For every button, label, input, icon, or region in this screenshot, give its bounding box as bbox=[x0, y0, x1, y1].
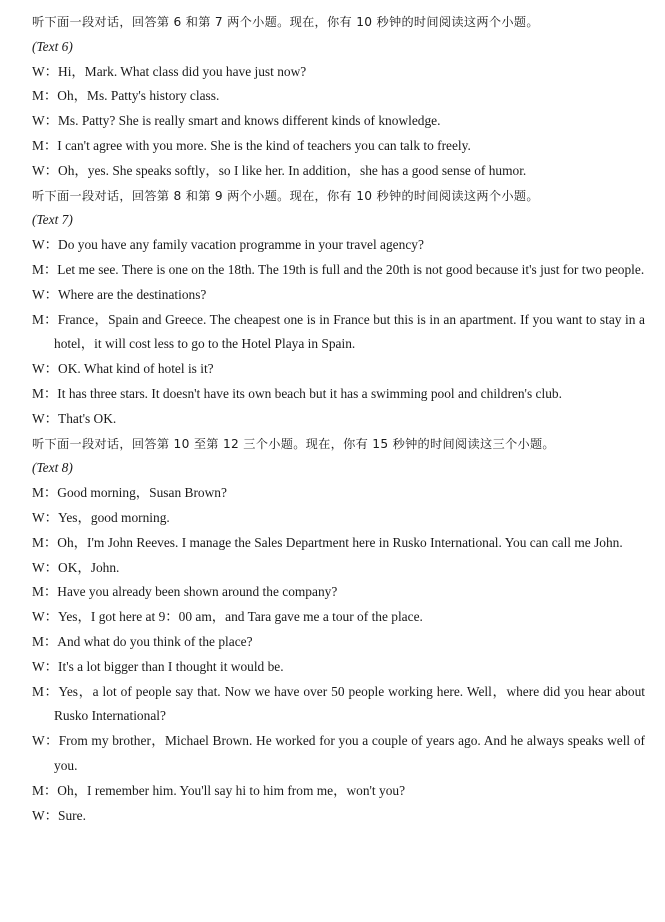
dialogue-line: W：Yes，good morning. bbox=[32, 509, 170, 525]
dialogue-line: W：Hi，Mark. What class did you have just now? bbox=[32, 63, 307, 79]
dialogue-line: M：Oh，Ms. Patty's history class. bbox=[32, 88, 220, 104]
instruction-text-8: 听下面一段对话，回答第 10 至第 12 三个小题。现在，你有 15 秒钟的时间阅读这三个小题。 bbox=[32, 436, 555, 451]
dialogue-line: M：Oh，I remember him. You'll say hi to him from me，won't you? bbox=[32, 782, 406, 798]
dialogue-line: W：Where are the destinations? bbox=[32, 286, 207, 302]
dialogue-line: M：Yes，a lot of people say that. Now we have over 50 people working here. Well，where did you hear about Rusko International? bbox=[32, 683, 645, 724]
instruction-text-7: 听下面一段对话，回答第 8 和第 9 两个小题。现在，你有 10 秒钟的时间阅读这两个小题。 bbox=[32, 188, 539, 203]
dialogue-line: M：France，Spain and Greece. The cheapest one is in France but this is in an apartment. If you want to stay in a hotel，it will cost less to go to the Hotel Playa in Spain. bbox=[32, 311, 645, 352]
dialogue-line: W：OK，John. bbox=[32, 559, 120, 575]
dialogue-line: W：From my brother，Michael Brown. He worked for you a couple of years ago. And he always speaks well of you. bbox=[32, 733, 645, 773]
dialogue-line: W：That's OK. bbox=[32, 410, 117, 426]
dialogue-line: M：Oh，I'm John Reeves. I manage the Sales Department here in Rusko International. You can call me John. bbox=[32, 534, 623, 550]
dialogue-line: M：Let me see. There is one on the 18th. The 19th is full and the 20th is not good because it's just for two people. bbox=[32, 261, 645, 277]
dialogue-line: W：Oh，yes. She speaks softly，so I like her. In addition，she has a good sense of humor. bbox=[32, 162, 527, 178]
text-label-8: (Text 8) bbox=[32, 460, 73, 476]
dialogue-line: M：And what do you think of the place? bbox=[32, 633, 253, 649]
dialogue-line: W：It's a lot bigger than I thought it would be. bbox=[32, 658, 284, 674]
dialogue-line: W：Sure. bbox=[32, 807, 86, 823]
dialogue-line: M：I can't agree with you more. She is the kind of teachers you can talk to freely. bbox=[32, 137, 471, 153]
dialogue-line: W：OK. What kind of hotel is it? bbox=[32, 361, 214, 377]
dialogue-line: M：It has three stars. It doesn't have its own beach but it has a swimming pool and children's club. bbox=[32, 385, 562, 401]
dialogue-line: W：Yes，I got here at 9：00 am，and Tara gave me a tour of the place. bbox=[32, 609, 423, 625]
dialogue-line: W：Ms. Patty? She is really smart and knows different kinds of knowledge. bbox=[32, 113, 441, 129]
dialogue-line: M：Have you already been shown around the company? bbox=[32, 584, 338, 600]
instruction-text-6: 听下面一段对话，回答第 6 和第 7 两个小题。现在，你有 10 秒钟的时间阅读这两个小题。 bbox=[32, 15, 539, 29]
text-label-6: (Text 6) bbox=[32, 38, 73, 54]
text-label-7: (Text 7) bbox=[32, 212, 73, 228]
dialogue-line: W：Do you have any family vacation programme in your travel agency? bbox=[32, 237, 424, 253]
dialogue-line: M：Good morning，Susan Brown? bbox=[32, 485, 227, 501]
